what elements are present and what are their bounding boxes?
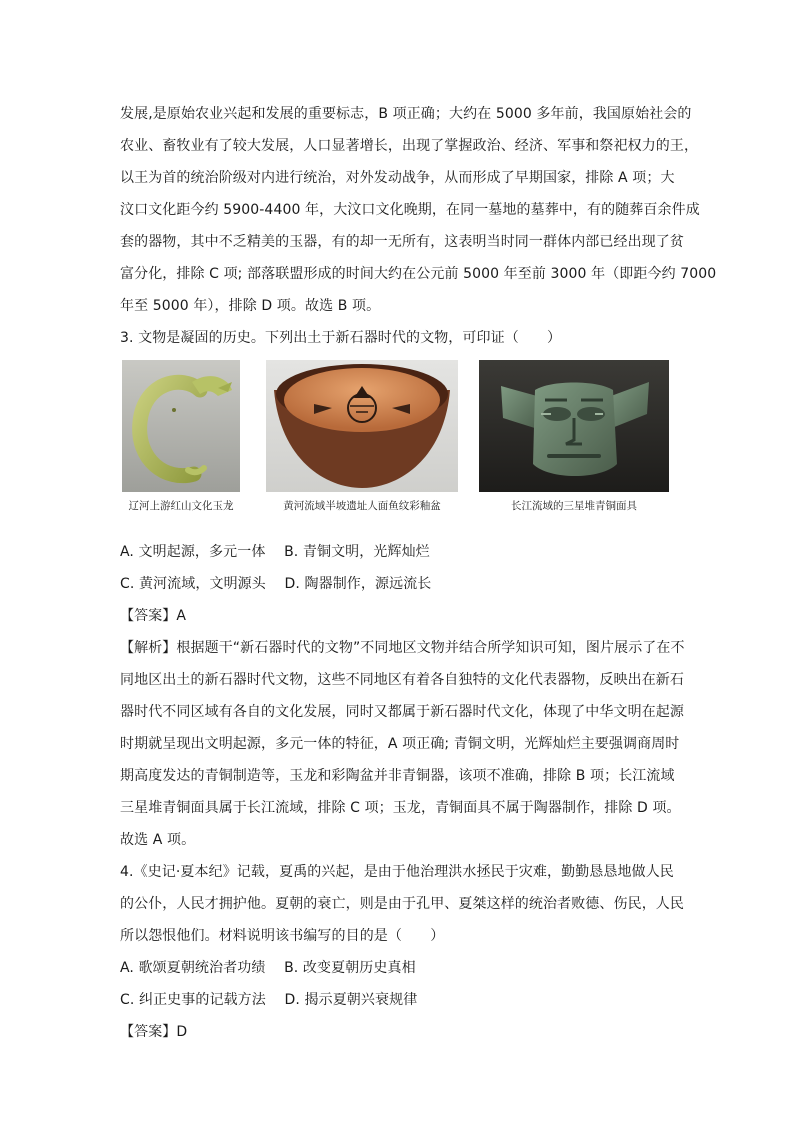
question-4-option-line: A. 歌颂夏朝统治者功绩 B. 改变夏朝历史真相 [120, 960, 416, 976]
text-line: 农业、畜牧业有了较大发展，人口显著增长，出现了掌握政治、经济、军事和祭祀权力的王， [120, 138, 699, 154]
bronze-mask-icon [479, 360, 669, 492]
analysis-line: 三星堆青铜面具属于长江流域，排除 C 项；玉龙，青铜面具不属于陶器制作，排除 D 项。 [120, 800, 681, 816]
figure-caption: 长江流域的三星堆青铜面具 [511, 500, 637, 512]
text-line: 发展,是原始农业兴起和发展的重要标志，B 项正确；大约在 5000 多年前，我国原始社会的 [120, 106, 692, 122]
text-line: 年至 5000 年），排除 D 项。故选 B 项。 [120, 298, 381, 314]
analysis-line: 期高度发达的青铜制造等，玉龙和彩陶盆并非青铜器，该项不准确，排除 B 项；长江流域 [120, 768, 675, 784]
question-3-figures [120, 360, 676, 532]
text-line: 富分化，排除 C 项; 部落联盟形成的时间大约在公元前 5000 年至前 3000 年（即距今约 7000 [120, 266, 717, 282]
figure-caption: 黄河流域半坡遗址人面鱼纹彩釉盆 [283, 500, 441, 512]
analysis-line: 【解析】根据题干“新石器时代的文物”不同地区文物并结合所学知识可知，图片展示了在不 [120, 640, 685, 656]
question-4-answer: 【答案】D [120, 1024, 188, 1040]
question-3-option-line: C. 黄河流域，文明源头 D. 陶器制作，源远流长 [120, 576, 432, 592]
jade-dragon-icon [122, 360, 240, 492]
question-3-stem: 3. 文物是凝固的历史。下列出土于新石器时代的文物，可印证（ ） [120, 330, 562, 346]
figure-caption: 辽河上游红山文化玉龙 [128, 500, 234, 512]
analysis-line: 故选 A 项。 [120, 832, 196, 848]
analysis-line: 时期就呈现出文明起源，多元一体的特征，A 项正确; 青铜文明，光辉灿烂主要强调商周时 [120, 736, 680, 752]
text-line: 汶口文化距今约 5900-4400 年，大汶口文化晚期，在同一墓地的墓葬中，有的随葬百余件成 [120, 202, 700, 218]
question-4-stem-line: 4.《史记·夏本纪》记载，夏禹的兴起，是由于他治理洪水拯民于灾难，勤勤恳恳地做人民 [120, 864, 674, 880]
figure-painted-basin [266, 360, 458, 513]
painted-basin-icon [266, 360, 458, 492]
question-4-stem-line: 所以怨恨他们。材料说明该书编写的目的是（ ） [120, 928, 445, 944]
figure-jade-dragon [122, 360, 240, 513]
question-4-option-line: C. 纠正史事的记载方法 D. 揭示夏朝兴衰规律 [120, 992, 418, 1008]
text-line: 以王为首的统治阶级对内进行统治，对外发动战争，从而形成了早期国家，排除 A 项；大 [120, 170, 675, 186]
question-4-stem-line: 的公仆，人民才拥护他。夏朝的衰亡，则是由于孔甲、夏桀这样的统治者败德、伤民，人民 [120, 896, 684, 912]
text-line: 套的器物，其中不乏精美的玉器，有的却一无所有，这表明当时同一群体内部已经出现了贫 [120, 234, 684, 250]
question-3-option-line: A. 文明起源，多元一体 B. 青铜文明，光辉灿烂 [120, 544, 430, 560]
analysis-line: 器时代不同区域有各自的文化发展，同时又都属于新石器时代文化，体现了中华文明在起源 [120, 704, 684, 720]
page-content [120, 98, 717, 1048]
figure-bronze-mask [479, 360, 669, 513]
question-3-answer: 【答案】A [120, 608, 187, 624]
analysis-line: 同地区出土的新石器时代文物，这些不同地区有着各自独特的文化代表器物，反映出在新石 [120, 672, 684, 688]
